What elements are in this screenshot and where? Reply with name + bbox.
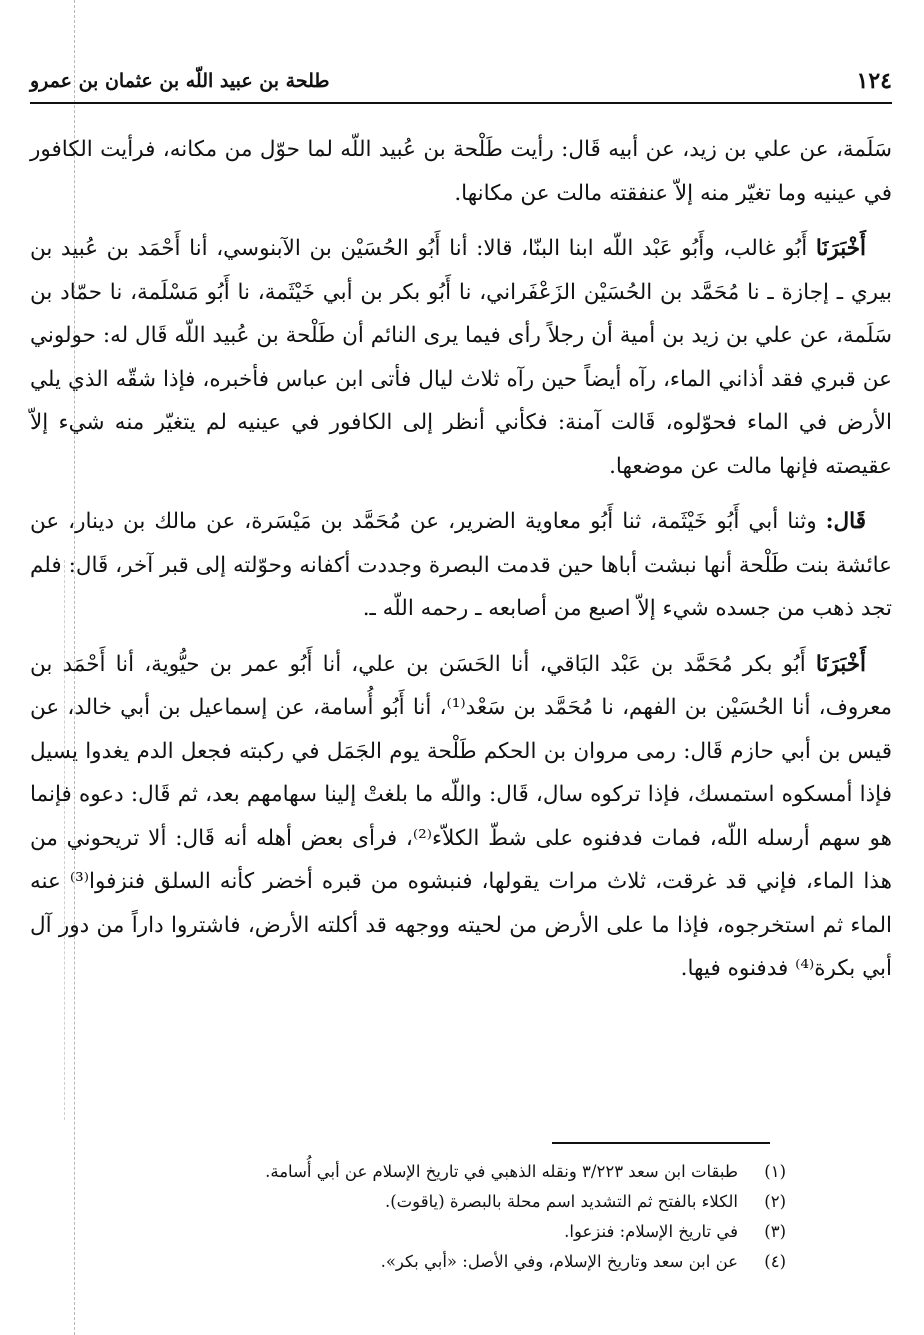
paragraph	[30, 128, 892, 215]
footnote-text: في تاريخ الإسلام: فنزعوا.	[564, 1222, 738, 1241]
paragraph	[30, 227, 892, 488]
footnote-item	[30, 1217, 786, 1247]
footnotes	[30, 1157, 786, 1277]
footnote-separator	[552, 1142, 770, 1144]
paragraph-text: أَبُو غالب، وأَبُو عَبْد اللّه ابنا البنّا، قالا: أنا أَبُو الحُسَيْن بن الآبنوسي، أنا أَحْمَد بن عُبيد بن بيري ـ إجازة ـ نا مُحَمَّد بن الحُسَيْن الزَعْفَراني، نا أَبُو بكر بن أبي خَيْثَمة، نا أَبُو مَسْلَمة، نا حمّاد بن سَلَمة، عن علي بن زيد بن أمية أن رجلاً رأى فيما يرى النائم أن طَلْحة بن عُبيد اللّه قَال له: حولوني عن قبري فقد أذاني الماء، رآه أيضاً حين رآه ثلاث ليال فأتى ابن عباس فأخبره، فإذا شقّه الذي يلي الأرض في الماء فحوّلوه، قَالت آمنة: فكأني أنظر إلى الكافور في عينيه لم يتغيّر منه شيء إلاّ عقيصته فإنها مالت عن موضعها.	[30, 236, 892, 479]
page-number: ١٢٤	[856, 68, 892, 94]
footnote-item	[30, 1247, 786, 1277]
main-text	[30, 128, 892, 1003]
footnote-item	[30, 1157, 786, 1187]
paragraph-lead: أَخْبَرَنَا	[815, 236, 866, 261]
page-header	[30, 62, 892, 104]
paragraph	[30, 643, 892, 991]
footnote-text: الكلاء بالفتح ثم التشديد اسم محلة بالبصرة (ياقوت).	[384, 1192, 738, 1211]
footnote-text: عن ابن سعد وتاريخ الإسلام، وفي الأصل: «أبي بكر».	[380, 1252, 738, 1271]
running-title: طلحة بن عبيد اللّه بن عثمان بن عمرو	[30, 70, 330, 92]
footnote-number: (٤)	[764, 1252, 786, 1271]
paragraph-lead: أَخْبَرَنَا	[815, 651, 866, 677]
paragraph	[30, 500, 892, 631]
footnote-number: (١)	[764, 1162, 786, 1181]
footnote-number: (٢)	[764, 1192, 786, 1211]
footnote-number: (٣)	[764, 1222, 786, 1241]
footnote-item	[30, 1187, 786, 1217]
paragraph-text: وثنا أبي أَبُو خَيْثَمة، ثنا أَبُو معاوية الضرير، عن مُحَمَّد بن مَيْسَرة، عن مالك بن دينار، عن عائشة بنت طَلْحة أنها نبشت أباها حين قدمت البصرة وجددت أكفانه وحوّلته إلى قبر آخر، قَال: فلم تجد ذهب من جسده شيء إلاّ اصبع من أصابعه ـ رحمه اللّه ـ.	[30, 509, 892, 621]
paragraph-text: سَلَمة، عن علي بن زيد، عن أبيه قَال: رأيت طَلْحة بن عُبيد اللّه لما حوّل من مكانه، فرأيت الكافور في عينيه وما تغيّر منه إلاّ عنفقته مالت عن مكانها.	[30, 137, 892, 206]
footnote-text: طبقات ابن سعد ٣/٢٢٣ ونقله الذهبي في تاريخ الإسلام عن أبي أُسامة.	[265, 1162, 738, 1181]
paragraph-text: أَبُو بكر مُحَمَّد بن عَبْد البَاقي، أنا الحَسَن بن علي، أنا أَبُو عمر بن حيُّوية، أنا أَحْمَد بن معروف، أنا الحُسَيْن بن الفهم، نا مُحَمَّد بن سَعْد⁽¹⁾، أنا أَبُو أُسامة، عن إسماعيل بن أبي خالد، عن قيس بن أبي حازم قَال: رمى مروان بن الحكم طَلْحة يوم الجَمَل في ركبته فجعل الدم يغدوا يسيل فإذا أمسكوه استمسك، فإذا تركوه سال، قَال: واللّه ما بلغتْ إلينا سهامهم بعد، ثم قَال: دعوه فإنما هو سهم أرسله اللّه، فمات فدفنوه على شطّ الكلاّء⁽²⁾، فرأى بعض أهله أنه قَال: ألا تريحوني من هذا الماء، فإني قد غرقت، ثلاث مرات يقولها، فنبشوه من قبره أخضر كأنه السلق فنزفوا⁽³⁾ عنه الماء ثم استخرجوه، فإذا ما على الأرض من لحيته ووجهه قد أكلته الأرض، فاشتروا داراً من دور آل أبي بكرة⁽⁴⁾ فدفنوه فيها.	[30, 651, 893, 981]
paragraph-lead: قَال:	[825, 509, 866, 534]
